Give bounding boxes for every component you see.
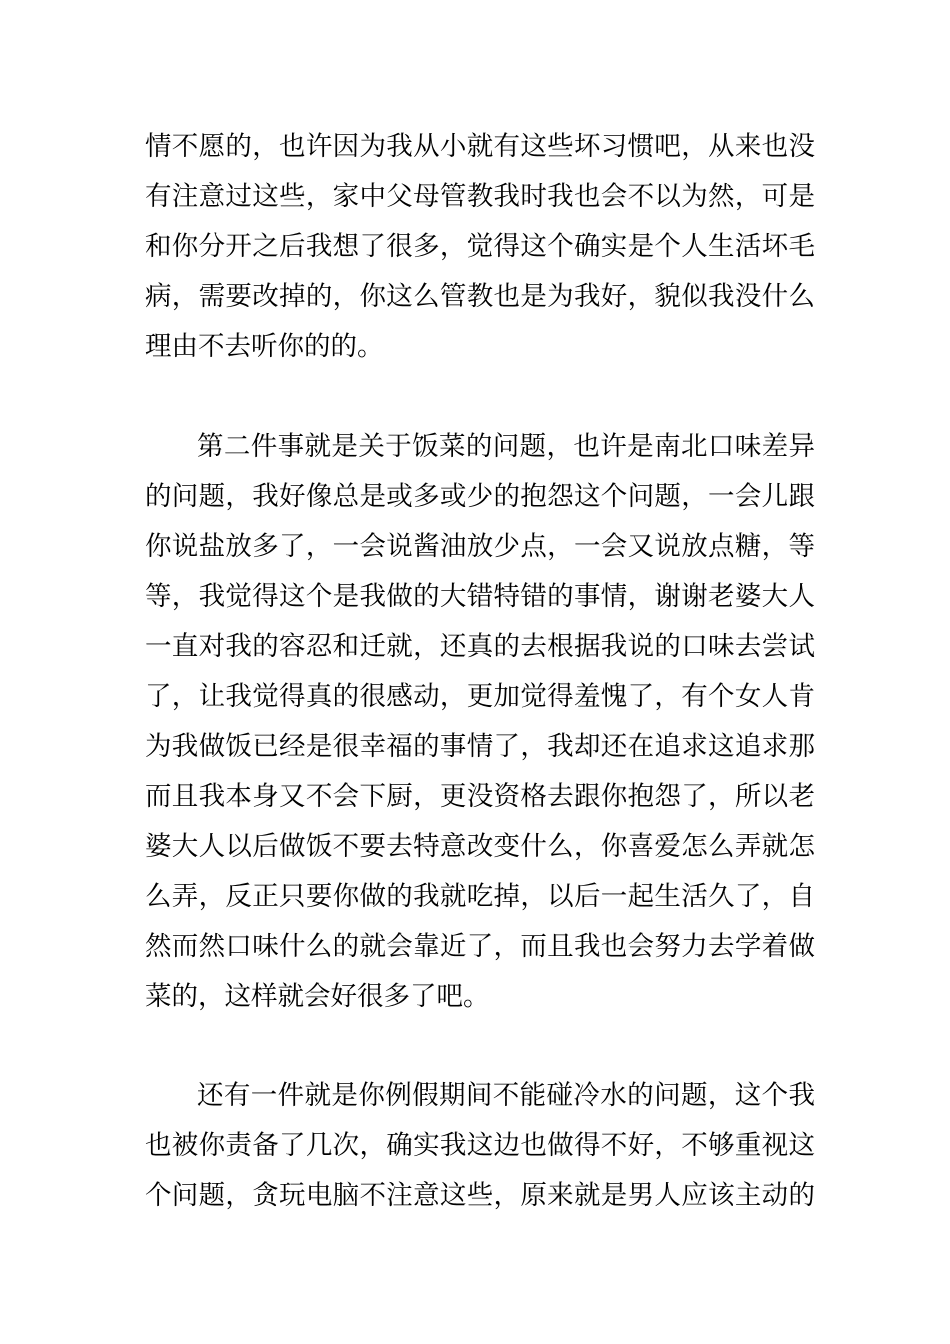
paragraph-2-line-6: 了，让我觉得真的很感动，更加觉得羞愧了，有个女人肯 [145,681,815,712]
paragraph-2-line-12: 菜的，这样就会好很多了吧。 [145,981,490,1012]
paragraph-2-line-9: 婆大人以后做饭不要去特意改变什么，你喜爱怎么弄就怎 [145,831,815,862]
paragraph-2-line-1: 第二件事就是关于饭菜的问题，也许是南北口味差异 [197,431,815,462]
paragraph-3-line-3: 个问题，贪玩电脑不注意这些，原来就是男人应该主动的 [145,1180,815,1211]
paragraph-2-line-5: 一直对我的容忍和迁就，还真的去根据我说的口味去尝试 [145,631,815,662]
paragraph-1-line-2: 有注意过这些，家中父母管教我时我也会不以为然，可是 [145,181,815,212]
paragraph-3-line-2: 也被你责备了几次，确实我这边也做得不好，不够重视这 [145,1130,815,1161]
paragraph-1-line-3: 和你分开之后我想了很多，觉得这个确实是个人生活坏毛 [145,231,815,262]
paragraph-2-line-4: 等，我觉得这个是我做的大错特错的事情，谢谢老婆大人 [145,581,815,612]
paragraph-2-line-11: 然而然口味什么的就会靠近了，而且我也会努力去学着做 [145,931,815,962]
paragraph-1-line-5: 理由不去听你的的。 [145,331,384,362]
paragraph-2-line-2: 的问题，我好像总是或多或少的抱怨这个问题，一会儿跟 [145,481,815,512]
paragraph-2-line-3: 你说盐放多了，一会说酱油放少点，一会又说放点糖，等 [145,531,815,562]
paragraph-2-line-7: 为我做饭已经是很幸福的事情了，我却还在追求这追求那 [145,731,815,762]
paragraph-1-line-4: 病，需要改掉的，你这么管教也是为我好，貌似我没什么 [145,281,815,312]
paragraph-1-line-1: 情不愿的，也许因为我从小就有这些坏习惯吧，从来也没 [145,131,815,162]
paragraph-2-line-8: 而且我本身又不会下厨，更没资格去跟你抱怨了，所以老 [145,781,815,812]
paragraph-3-line-1: 还有一件就是你例假期间不能碰冷水的问题，这个我 [197,1080,815,1111]
paragraph-2-line-10: 么弄，反正只要你做的我就吃掉，以后一起生活久了，自 [145,881,815,912]
